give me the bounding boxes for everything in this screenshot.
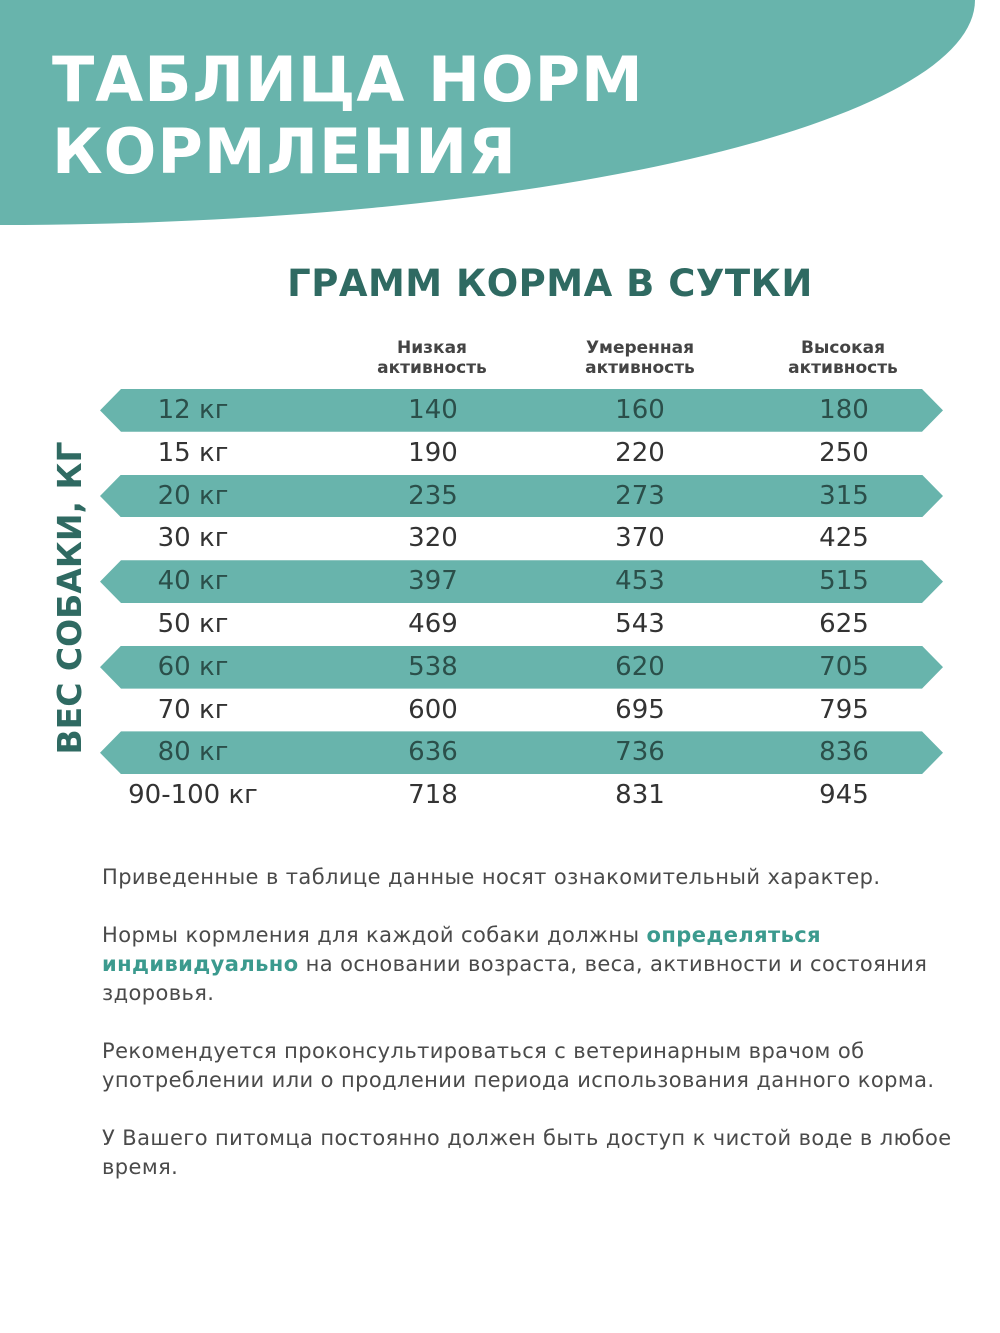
cell-moderate-activity: 370: [615, 523, 665, 554]
cell-high-activity: 250: [819, 437, 869, 468]
cell-moderate-activity: 543: [615, 608, 665, 639]
cell-weight: 70 кг: [157, 694, 229, 725]
note-individual-text-2: на основании возраста, веса, активности и состояния здоровья.: [102, 952, 928, 1005]
cell-weight: 40 кг: [157, 566, 229, 597]
cell-high-activity: 315: [819, 480, 869, 511]
note-individual: [102, 921, 962, 1008]
table-row: [0, 475, 1000, 518]
cell-weight: 80 кг: [157, 737, 229, 768]
cell-low-activity: 140: [408, 395, 458, 425]
cell-moderate-activity: 620: [615, 651, 665, 682]
note-individual-text-1: Нормы кормления для каждой собаки должны: [102, 923, 647, 947]
cell-low-activity: 397: [408, 566, 458, 597]
column-header-moderate-line1: Умеренная: [585, 338, 695, 358]
cell-high-activity: 625: [819, 608, 869, 639]
cell-moderate-activity: 695: [615, 694, 665, 725]
note-consult-vet: Рекомендуется проконсультироваться с ветеринарным врачом об употреблении или о продлении периода использования данного корма.: [102, 1039, 935, 1092]
column-header-moderate: [550, 338, 730, 378]
table-row: [0, 731, 1000, 774]
table-row: [0, 689, 1000, 732]
column-header-low-line2: активность: [377, 358, 487, 378]
table-row: [0, 389, 1000, 432]
note-water-access: У Вашего питомца постоянно должен быть доступ к чистой воде в любое время.: [102, 1126, 952, 1179]
cell-high-activity: 425: [819, 523, 869, 554]
cell-weight: 30 кг: [157, 523, 229, 554]
cell-low-activity: 636: [408, 737, 458, 768]
column-header-high-line1: Высокая: [800, 338, 885, 358]
cell-moderate-activity: 160: [615, 395, 665, 425]
column-header-moderate-line2: активность: [585, 358, 695, 378]
weight-axis-label: ВЕС СОБАКИ, КГ: [50, 441, 89, 755]
feeding-table: [0, 389, 1000, 817]
cell-weight: 60 кг: [157, 651, 229, 682]
cell-high-activity: 836: [819, 737, 869, 768]
cell-weight: 50 кг: [157, 608, 229, 639]
cell-high-activity: 795: [819, 694, 869, 725]
cell-low-activity: 190: [408, 437, 458, 468]
column-header-low-line1: Низкая: [397, 338, 467, 358]
column-header-high-line2: активность: [788, 358, 898, 378]
cell-low-activity: 469: [408, 608, 458, 639]
cell-weight: 90-100 кг: [128, 780, 258, 811]
table-row: [0, 517, 1000, 560]
note-informational: Приведенные в таблице данные носят ознакомительный характер.: [102, 865, 881, 889]
cell-high-activity: 180: [819, 395, 869, 425]
table-row: [0, 432, 1000, 475]
cell-low-activity: 600: [408, 694, 458, 725]
note-individual-highlight: определяться индивидуально: [102, 923, 821, 976]
cell-moderate-activity: 220: [615, 437, 665, 468]
cell-high-activity: 705: [819, 651, 869, 682]
notes: [102, 863, 962, 1211]
page-title-line-2: КОРМЛЕНИЯ: [52, 115, 517, 188]
table-row: [0, 646, 1000, 689]
cell-moderate-activity: 453: [615, 566, 665, 597]
cell-low-activity: 235: [408, 480, 458, 511]
cell-high-activity: 515: [819, 566, 869, 597]
cell-moderate-activity: 273: [615, 480, 665, 511]
cell-high-activity: 945: [819, 780, 869, 811]
cell-weight: 20 кг: [157, 480, 229, 511]
cell-low-activity: 538: [408, 651, 458, 682]
cell-low-activity: 718: [408, 780, 458, 811]
column-header-high: [753, 338, 933, 378]
table-row: [0, 603, 1000, 646]
cell-moderate-activity: 831: [615, 780, 665, 811]
table-subtitle: ГРАММ КОРМА В СУТКИ: [287, 262, 813, 305]
cell-weight: 15 кг: [157, 437, 229, 468]
column-header-low: [342, 338, 522, 378]
table-row: [0, 774, 1000, 817]
page-title-line-1: ТАБЛИЦА НОРМ: [52, 43, 644, 116]
table-row: [0, 560, 1000, 603]
cell-moderate-activity: 736: [615, 737, 665, 768]
cell-low-activity: 320: [408, 523, 458, 554]
cell-weight: 12 кг: [157, 395, 229, 425]
page-title: [52, 44, 644, 188]
